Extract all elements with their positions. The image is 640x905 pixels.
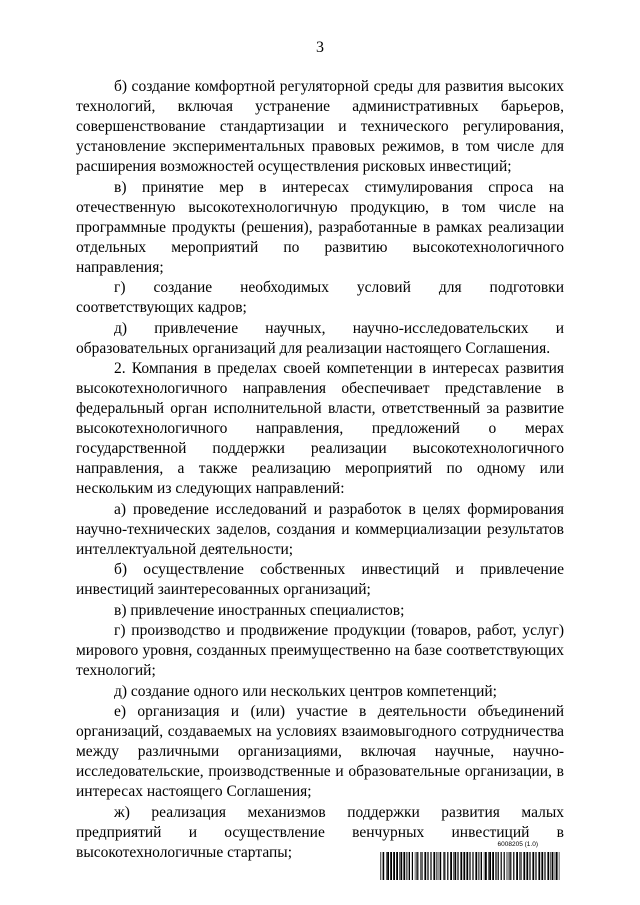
paragraph-2-company-competence: 2. Компания в пределах своей компетенции в интересах развития высокотехнологичного направления обеспечивает представление в федеральный орган исполнительной власти, ответственный за развитие высокотехнологичного направления, предложений о мерах государственной поддержки реализации высокотехнологичного направления, а также реализацию мероприятий по одному или нескольким из следующих направлений: [76,360,564,497]
paragraph-d-competence-centers: д) создание одного или нескольких центров компетенций; [114,682,497,700]
paragraph-g-personnel-training: г) создание необходимых условий для подготовки соответствующих кадров; [76,279,564,316]
document-body [76,77,564,863]
paragraph-a-research: а) проведение исследований и разработок в целях формирования научно-технических заделов, создания и коммерциализации результатов интеллектуальной деятельности; [76,500,564,558]
barcode-caption: 6008205 (1.0) [497,841,538,848]
paragraph-b-regulatory-environment: б) создание комфортной регуляторной среды для развития высоких технологий, включая устранение административных барьеров, совершенствование стандартизации и технического регулирования, установление экспериментальных правовых режимов, в том числе для расширения возможностей осуществления рисковых инвестиций; [76,78,564,175]
paragraph-zh-venture-investments: ж) реализация механизмов поддержки развития малых предприятий и осуществление венчурных инвестиций в высокотехнологичные стартапы; [76,803,564,861]
document-barcode [380,843,560,881]
page-number: 3 [316,39,324,56]
paragraph-b-investments: б) осуществление собственных инвестиций и привлечение инвестиций заинтересованных организаций; [76,561,564,598]
paragraph-v-foreign-specialists: в) привлечение иностранных специалистов; [114,601,405,619]
paragraph-e-associations: е) организация и (или) участие в деятельности объединений организаций, создаваемых на условиях взаимовыгодного сотрудничества между различными организациями, включая научные, научно-исследовательские, производственные и образовательные организации, в интересах настоящего Соглашения; [76,703,564,800]
paragraph-d-scientific-organizations: д) привлечение научных, научно-исследовательских и образовательных организаций для реализации настоящего Соглашения. [76,319,564,357]
barcode-icon [380,852,560,880]
paragraph-v-demand-stimulation: в) принятие мер в интересах стимулирования спроса на отечественную высокотехнологичную продукцию, в том числе на программные продукты (решения), разработанные в рамках реализации отдельных мероприятий по развитию высокотехнологичного направления; [76,178,564,276]
paragraph-g-production: г) производство и продвижение продукции (товаров, работ, услуг) мирового уровня, созданных преимущественно на базе соответствующих технологий; [76,622,564,679]
